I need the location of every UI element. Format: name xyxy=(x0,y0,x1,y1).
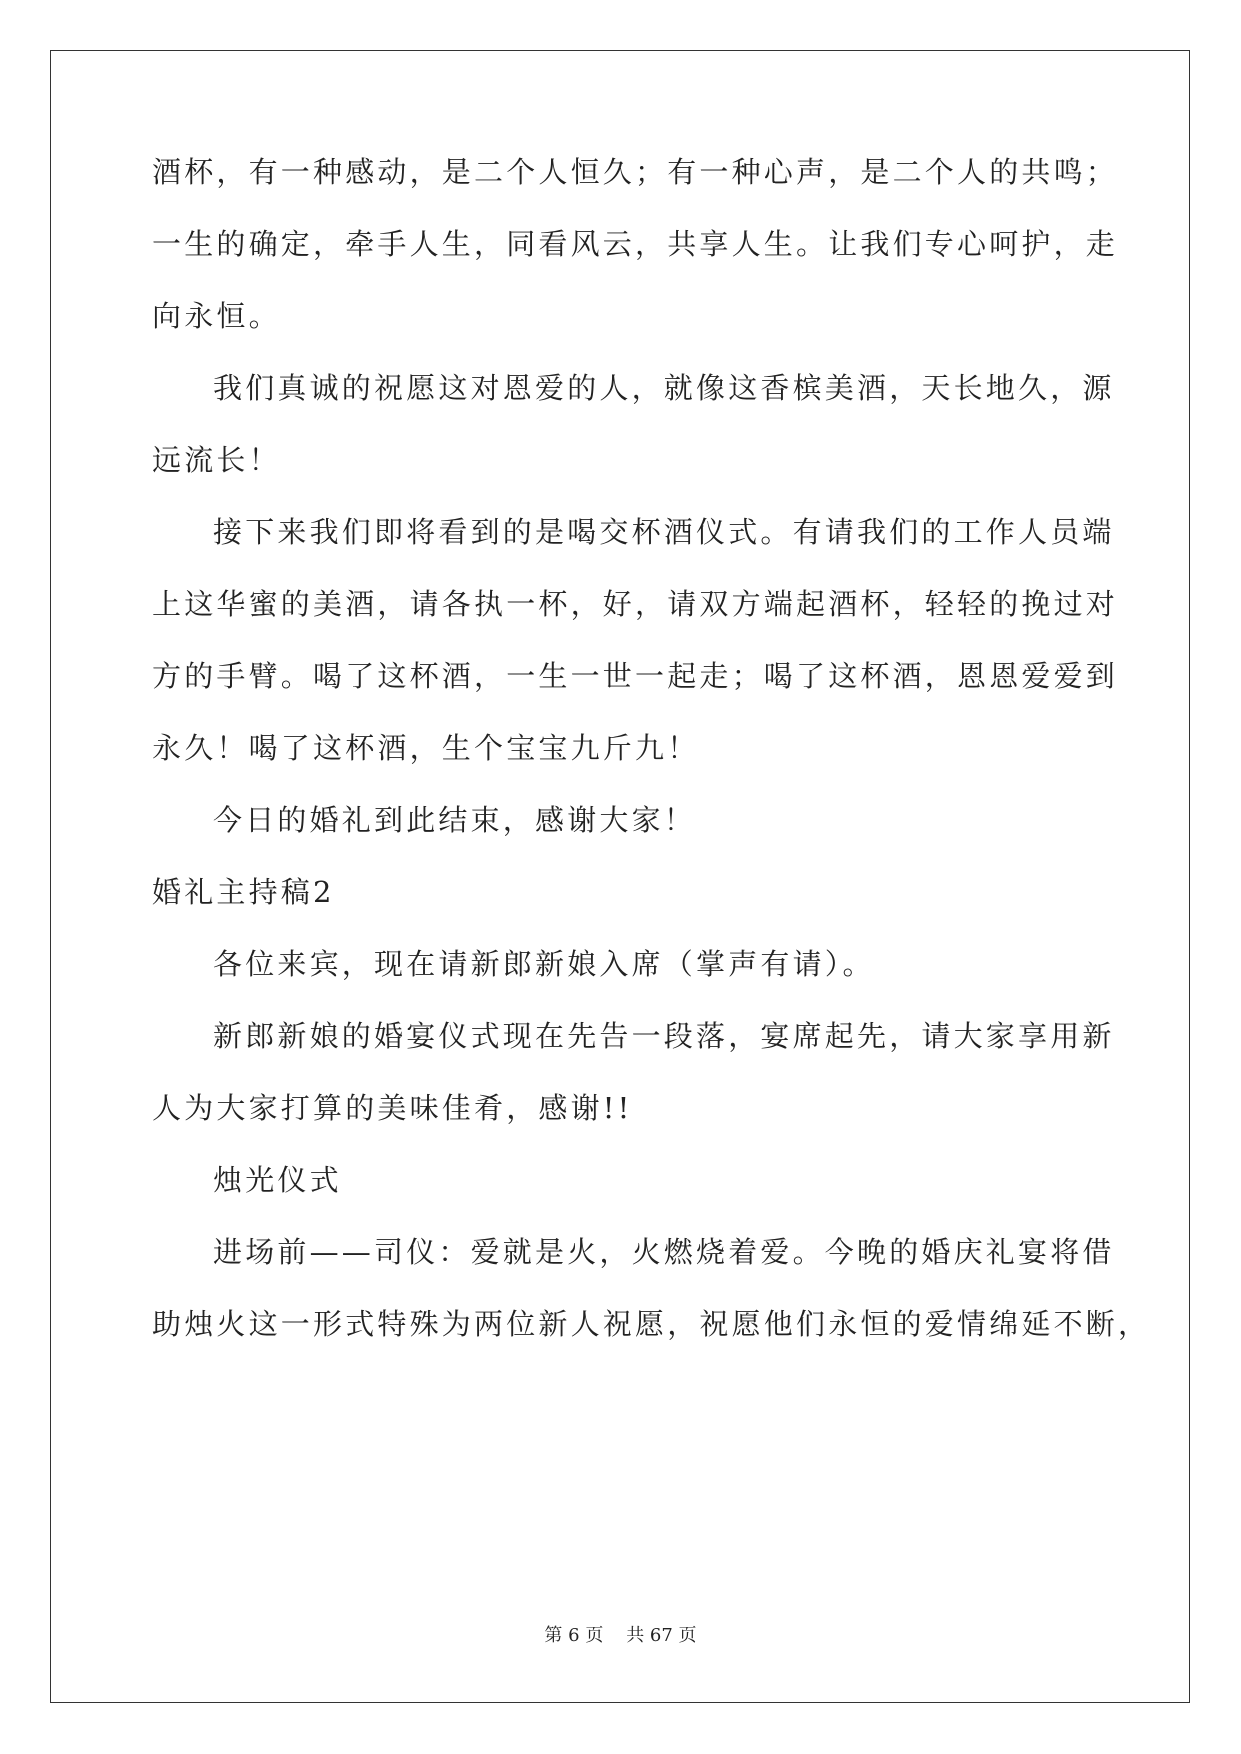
body-line-4: 我们真诚的祝愿这对恩爱的人，就像这香槟美酒，天长地久，源 xyxy=(213,371,1115,405)
body-line-6: 接下来我们即将看到的是喝交杯酒仪式。有请我们的工作人员端 xyxy=(213,515,1115,549)
body-line-15: 烛光仪式 xyxy=(213,1163,342,1197)
body-line-8: 方的手臂。喝了这杯酒，一生一世一起走；喝了这杯酒，恩恩爱爱到 xyxy=(152,659,1119,693)
body-line-3: 向永恒。 xyxy=(152,299,281,333)
body-line-5: 远流长！ xyxy=(152,443,281,477)
body-line-12: 各位来宾，现在请新郎新娘入席（掌声有请）。 xyxy=(213,947,875,981)
body-line-16: 进场前——司仪：爱就是火，火燃烧着爱。今晚的婚庆礼宴将借 xyxy=(213,1235,1115,1269)
page-number-footer: 第 6 页 共 67 页 xyxy=(544,1625,697,1646)
section-heading: 婚礼主持稿2 xyxy=(152,875,335,909)
body-line-14: 人为大家打算的美味佳肴，感谢!! xyxy=(152,1091,633,1125)
body-line-13: 新郎新娘的婚宴仪式现在先告一段落，宴席起先，请大家享用新 xyxy=(213,1019,1115,1053)
body-line-2: 一生的确定，牵手人生，同看风云，共享人生。让我们专心呵护，走 xyxy=(152,227,1119,261)
body-line-7: 上这华蜜的美酒，请各执一杯，好，请双方端起酒杯，轻轻的挽过对 xyxy=(152,587,1119,621)
body-line-17: 助烛火这一形式特殊为两位新人祝愿，祝愿他们永恒的爱情绵延不断， xyxy=(152,1307,1151,1341)
body-line-9: 永久！喝了这杯酒，生个宝宝九斤九！ xyxy=(152,731,700,765)
body-line-10: 今日的婚礼到此结束，感谢大家！ xyxy=(213,803,697,837)
body-line-1: 酒杯，有一种感动，是二个人恒久；有一种心声，是二个人的共鸣； xyxy=(152,155,1119,189)
